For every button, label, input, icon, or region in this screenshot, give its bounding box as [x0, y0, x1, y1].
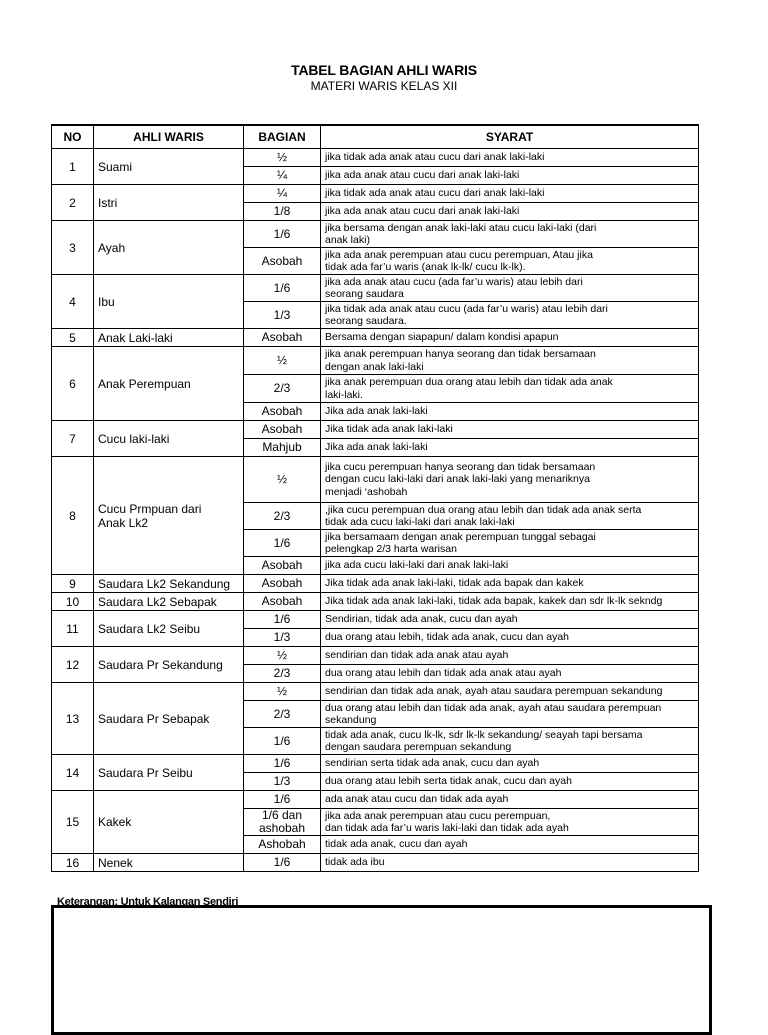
cell-ahli-waris: Istri: [94, 185, 244, 221]
cell-syarat: Jika ada anak laki-laki: [321, 403, 699, 421]
cell-ahli-waris: Kakek: [94, 791, 244, 854]
cell-ahli-waris: Saudara Pr Seibu: [94, 755, 244, 791]
cell-syarat: jika ada cucu laki-laki dari anak laki-laki: [321, 557, 699, 575]
document-subtitle: MATERI WARIS KELAS XII: [310, 79, 458, 93]
cell-syarat: ada anak atau cucu dan tidak ada ayah: [321, 791, 699, 809]
cell-syarat: jika ada anak atau cucu (ada far’u waris) atau lebih dari seorang saudara: [321, 275, 699, 302]
cell-bagian: ½: [244, 683, 321, 701]
cell-syarat: Sendirian, tidak ada anak, cucu dan ayah: [321, 611, 699, 629]
table-row: [52, 329, 699, 347]
cell-ahli-waris: Anak Laki-laki: [94, 329, 244, 347]
cell-bagian: Asobah: [244, 593, 321, 611]
cell-ahli-waris: Cucu Prmpuan dari Anak Lk2: [94, 457, 244, 575]
table-row: [52, 347, 699, 375]
cell-syarat: tidak ada anak, cucu dan ayah: [321, 836, 699, 854]
cell-ahli-waris: Saudara Lk2 Sekandung: [94, 575, 244, 593]
cell-ahli-waris: Anak Perempuan: [94, 347, 244, 421]
cell-bagian: 1/3: [244, 629, 321, 647]
cell-bagian: ½: [244, 149, 321, 167]
table-row: [52, 275, 699, 302]
cell-bagian: ½: [244, 457, 321, 503]
cell-no: 8: [52, 457, 94, 575]
table-row: [52, 593, 699, 611]
cell-syarat: dua orang atau lebih, tidak ada anak, cucu dan ayah: [321, 629, 699, 647]
cell-bagian: 1/6: [244, 530, 321, 557]
cell-no: 15: [52, 791, 94, 854]
cell-bagian: ¼: [244, 167, 321, 185]
cell-syarat: jika tidak ada anak atau cucu dari anak laki-laki: [321, 149, 699, 167]
cell-syarat: Jika tidak ada anak laki-laki: [321, 421, 699, 439]
cell-no: 4: [52, 275, 94, 329]
cell-ahli-waris: Saudara Pr Sebapak: [94, 683, 244, 755]
cell-bagian: 1/3: [244, 773, 321, 791]
cell-bagian: 1/6: [244, 275, 321, 302]
cell-syarat: jika tidak ada anak atau cucu dari anak laki-laki: [321, 185, 699, 203]
table-row: [52, 755, 699, 773]
cell-bagian: 1/6: [244, 728, 321, 755]
cell-no: 9: [52, 575, 94, 593]
table-row: [52, 457, 699, 503]
cell-bagian: 1/6: [244, 854, 321, 872]
cell-syarat: jika bersama dengan anak laki-laki atau cucu laki-laki (dari anak laki): [321, 221, 699, 248]
cell-ahli-waris: Suami: [94, 149, 244, 185]
cell-no: 10: [52, 593, 94, 611]
column-header-no: NO: [52, 125, 94, 149]
column-header-ahli-waris: AHLI WARIS: [94, 125, 244, 149]
cell-syarat: jika ada anak atau cucu dari anak laki-laki: [321, 167, 699, 185]
table-row: [52, 854, 699, 872]
table-row: [52, 421, 699, 439]
table-row: [52, 611, 699, 629]
cell-no: 11: [52, 611, 94, 647]
table-row: [52, 185, 699, 203]
cell-bagian: Ashobah: [244, 836, 321, 854]
cell-ahli-waris: Saudara Lk2 Seibu: [94, 611, 244, 647]
cell-ahli-waris: Saudara Lk2 Sebapak: [94, 593, 244, 611]
cell-bagian: 1/8: [244, 203, 321, 221]
cell-bagian: ½: [244, 647, 321, 665]
cell-bagian: 1/6 dan ashobah: [244, 809, 321, 836]
cell-syarat: Bersama dengan siapapun/ dalam kondisi apapun: [321, 329, 699, 347]
cell-bagian: Asobah: [244, 403, 321, 421]
cell-bagian: 1/6: [244, 755, 321, 773]
cell-syarat: jika ada anak perempuan atau cucu perempuan, Atau jika tidak ada far’u waris (anak lk-lk/ cucu lk-lk).: [321, 248, 699, 275]
cell-bagian: Asobah: [244, 575, 321, 593]
cell-no: 14: [52, 755, 94, 791]
cell-syarat: jika anak perempuan hanya seorang dan tidak bersamaan dengan anak laki-laki: [321, 347, 699, 375]
cell-bagian: Mahjub: [244, 439, 321, 457]
cell-syarat: jika anak perempuan dua orang atau lebih dan tidak ada anak laki-laki.: [321, 375, 699, 403]
cell-syarat: dua orang atau lebih serta tidak anak, cucu dan ayah: [321, 773, 699, 791]
cell-bagian: 1/6: [244, 221, 321, 248]
table-row: [52, 791, 699, 809]
column-header-bagian: BAGIAN: [244, 125, 321, 149]
cell-bagian: ½: [244, 347, 321, 375]
cell-syarat: dua orang atau lebih dan tidak ada anak atau ayah: [321, 665, 699, 683]
cell-ahli-waris: Saudara Pr Sekandung: [94, 647, 244, 683]
cell-no: 13: [52, 683, 94, 755]
cell-syarat: Jika tidak ada anak laki-laki, tidak ada bapak dan kakek: [321, 575, 699, 593]
cell-bagian: 1/6: [244, 791, 321, 809]
table-row: [52, 683, 699, 701]
cell-syarat: sendirian serta tidak ada anak, cucu dan ayah: [321, 755, 699, 773]
cell-syarat: tidak ada ibu: [321, 854, 699, 872]
cell-no: 1: [52, 149, 94, 185]
cell-ahli-waris: Cucu laki-laki: [94, 421, 244, 457]
cell-no: 7: [52, 421, 94, 457]
cell-syarat: dua orang atau lebih dan tidak ada anak, ayah atau saudara perempuan sekandung: [321, 701, 699, 728]
cell-syarat: sendirian dan tidak ada anak atau ayah: [321, 647, 699, 665]
cell-syarat: tidak ada anak, cucu lk-lk, sdr lk-lk sekandung/ seayah tapi bersama dengan saudara perempuan sekandung: [321, 728, 699, 755]
footnote-keterangan: Keterangan: Untuk Kalangan Sendiri: [57, 896, 239, 908]
cell-bagian: 2/3: [244, 665, 321, 683]
heirs-table: [51, 124, 699, 872]
notes-box: [51, 905, 712, 1035]
cell-syarat: jika tidak ada anak atau cucu (ada far’u waris) atau lebih dari seorang saudara.: [321, 302, 699, 329]
table-row: [52, 221, 699, 248]
cell-ahli-waris: Ibu: [94, 275, 244, 329]
cell-no: 5: [52, 329, 94, 347]
cell-bagian: 2/3: [244, 503, 321, 530]
cell-ahli-waris: Nenek: [94, 854, 244, 872]
cell-bagian: Asobah: [244, 421, 321, 439]
cell-bagian: 2/3: [244, 375, 321, 403]
cell-no: 16: [52, 854, 94, 872]
cell-no: 3: [52, 221, 94, 275]
cell-syarat: ,jika cucu perempuan dua orang atau lebih dan tidak ada anak serta tidak ada cucu laki-laki dari anak laki-laki: [321, 503, 699, 530]
cell-bagian: Asobah: [244, 557, 321, 575]
cell-no: 2: [52, 185, 94, 221]
cell-bagian: 1/3: [244, 302, 321, 329]
table-header-row: [52, 125, 699, 149]
cell-syarat: Jika ada anak laki-laki: [321, 439, 699, 457]
column-header-syarat: SYARAT: [321, 125, 699, 149]
cell-ahli-waris: Ayah: [94, 221, 244, 275]
cell-syarat: sendirian dan tidak ada anak, ayah atau saudara perempuan sekandung: [321, 683, 699, 701]
cell-no: 12: [52, 647, 94, 683]
table-row: [52, 149, 699, 167]
cell-bagian: 2/3: [244, 701, 321, 728]
cell-no: 6: [52, 347, 94, 421]
cell-bagian: Asobah: [244, 329, 321, 347]
document-title: TABEL BAGIAN AHLI WARIS: [291, 62, 477, 78]
cell-bagian: ¼: [244, 185, 321, 203]
cell-syarat: jika bersamaam dengan anak perempuan tunggal sebagai pelengkap 2/3 harta warisan: [321, 530, 699, 557]
cell-syarat: jika ada anak atau cucu dari anak laki-laki: [321, 203, 699, 221]
cell-syarat: jika cucu perempuan hanya seorang dan tidak bersamaan dengan cucu laki-laki dari anak laki-laki yang menariknya menjadi ‘ashobah: [321, 457, 699, 503]
cell-syarat: jika ada anak perempuan atau cucu perempuan, dan tidak ada far’u waris laki-laki dan tidak ada ayah: [321, 809, 699, 836]
table-row: [52, 575, 699, 593]
table-row: [52, 647, 699, 665]
cell-syarat: Jika tidak ada anak laki-laki, tidak ada bapak, kakek dan sdr lk-lk sekndg: [321, 593, 699, 611]
cell-bagian: Asobah: [244, 248, 321, 275]
cell-bagian: 1/6: [244, 611, 321, 629]
table-body: [52, 149, 699, 872]
